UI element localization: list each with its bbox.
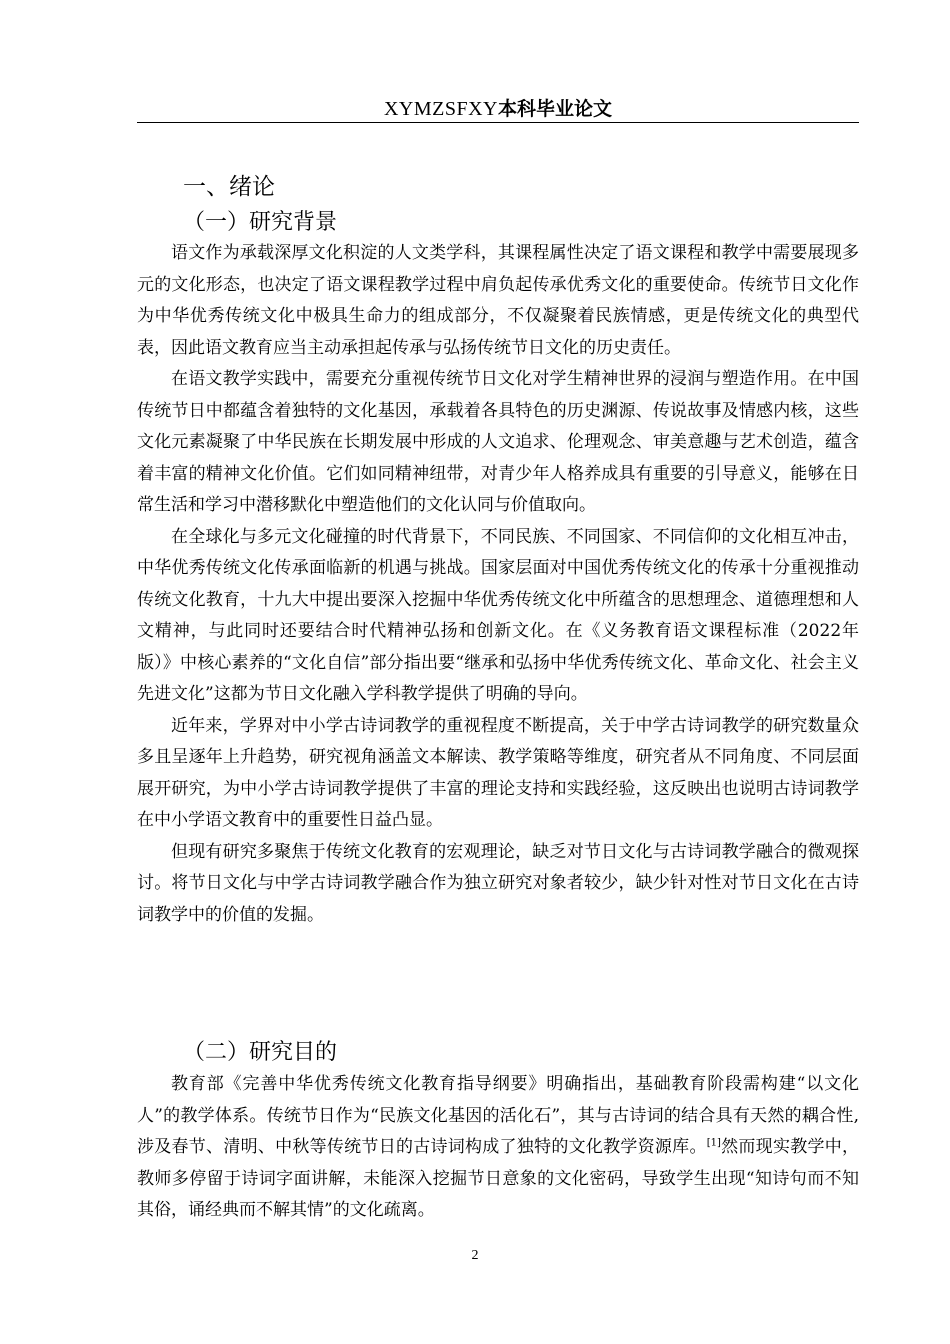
paragraph-text: 然而现实教学中，教师多停留于诗词字面讲解，未能深入挖掘节日意象的文化密码，导致学生出现“知诗句而不知其俗，诵经典而不解其情”的文化疏离。	[137, 1137, 860, 1220]
paragraph: 在语文教学实践中，需要充分重视传统节日文化对学生精神世界的浸润与塑造作用。在中国传统节日中都蕴含着独特的文化基因，承载着各具特色的历史渊源、传说故事及情感内核，这些文化元素凝聚了中华民族在长期发展中形成的人文追求、伦理观念、审美意趣与艺术创造，蕴含着丰富的精神文化价值。它们如同精神纽带，对青少年人格养成具有重要的引导意义，能够在日常生活和学习中潜移默化中塑造他们的文化认同与价值取向。	[137, 369, 859, 515]
paragraph-text: 教育部《完善中华优秀传统文化教育指导纲要》明确指出，基础教育阶段需构建“以文化人”的教学体系。传统节日作为“民族文化基因的活化石”，其与古诗词的结合具有天然的耦合性,涉及春节、清明、中秋等传统节日的古诗词构成了独特的文化教学资源库。	[137, 1074, 859, 1157]
section-title-purpose: （二）研究目的	[183, 1040, 338, 1065]
section-background-body	[137, 238, 859, 931]
citation-marker[interactable]: [1]	[706, 1137, 721, 1149]
paragraph	[137, 1069, 859, 1227]
paragraph: 在全球化与多元文化碰撞的时代背景下，不同民族、不同国家、不同信仰的文化相互冲击，中华优秀传统文化传承面临新的机遇与挑战。国家层面对中国优秀传统文化的传承十分重视推动传统文化教育，十九大中提出要深入挖掘中华优秀传统文化中所蕴含的思想理念、道德理想和人文精神，与此同时还要结合时代精神弘扬和创新文化。在《义务教育语文课程标准（2022年版）》中核心素养的“文化自信”部分指出要“继承和弘扬中华优秀传统文化、革命文化、社会主义先进文化”这都为节日文化融入学科教学提供了明确的导向。	[137, 526, 859, 704]
paragraph: 近年来，学界对中小学古诗词教学的重视程度不断提高，关于中学古诗词教学的研究数量众多且呈逐年上升趋势，研究视角涵盖文本解读、教学策略等维度，研究者从不同角度、不同层面展开研究，为中小学古诗词教学提供了丰富的理论支持和实践经验，这反映出也说明古诗词教学在中小学语文教育中的重要性日益凸显。	[137, 715, 859, 830]
section-title-background: （一）研究背景	[183, 210, 338, 235]
section-purpose-body	[137, 1069, 859, 1227]
header-title: 本科毕业论文	[498, 98, 613, 120]
page-number: 2	[471, 1248, 479, 1263]
chapter-title: 一、绪论	[183, 174, 275, 200]
paragraph: 语文作为承载深厚文化积淀的人文类学科，其课程属性决定了语文课程和教学中需要展现多元的文化形态，也决定了语文课程教学过程中肩负起传承优秀文化的重要使命。传统节日文化作为中华优秀传统文化中极具生命力的组成部分，不仅凝聚着民族情感，更是传统文化的典型代表，因此语文教育应当主动承担起传承与弘扬传统节日文化的历史责任。	[137, 243, 859, 358]
running-header	[137, 95, 859, 123]
paragraph: 但现有研究多聚焦于传统文化教育的宏观理论，缺乏对节日文化与古诗词教学融合的微观探讨。将节日文化与中学古诗词教学融合作为独立研究对象者较少，缺少针对性对节日文化在古诗词教学中的价值的发掘。	[137, 841, 859, 925]
header-rule	[137, 122, 859, 123]
header-code: XYMZSFXY	[383, 98, 498, 120]
